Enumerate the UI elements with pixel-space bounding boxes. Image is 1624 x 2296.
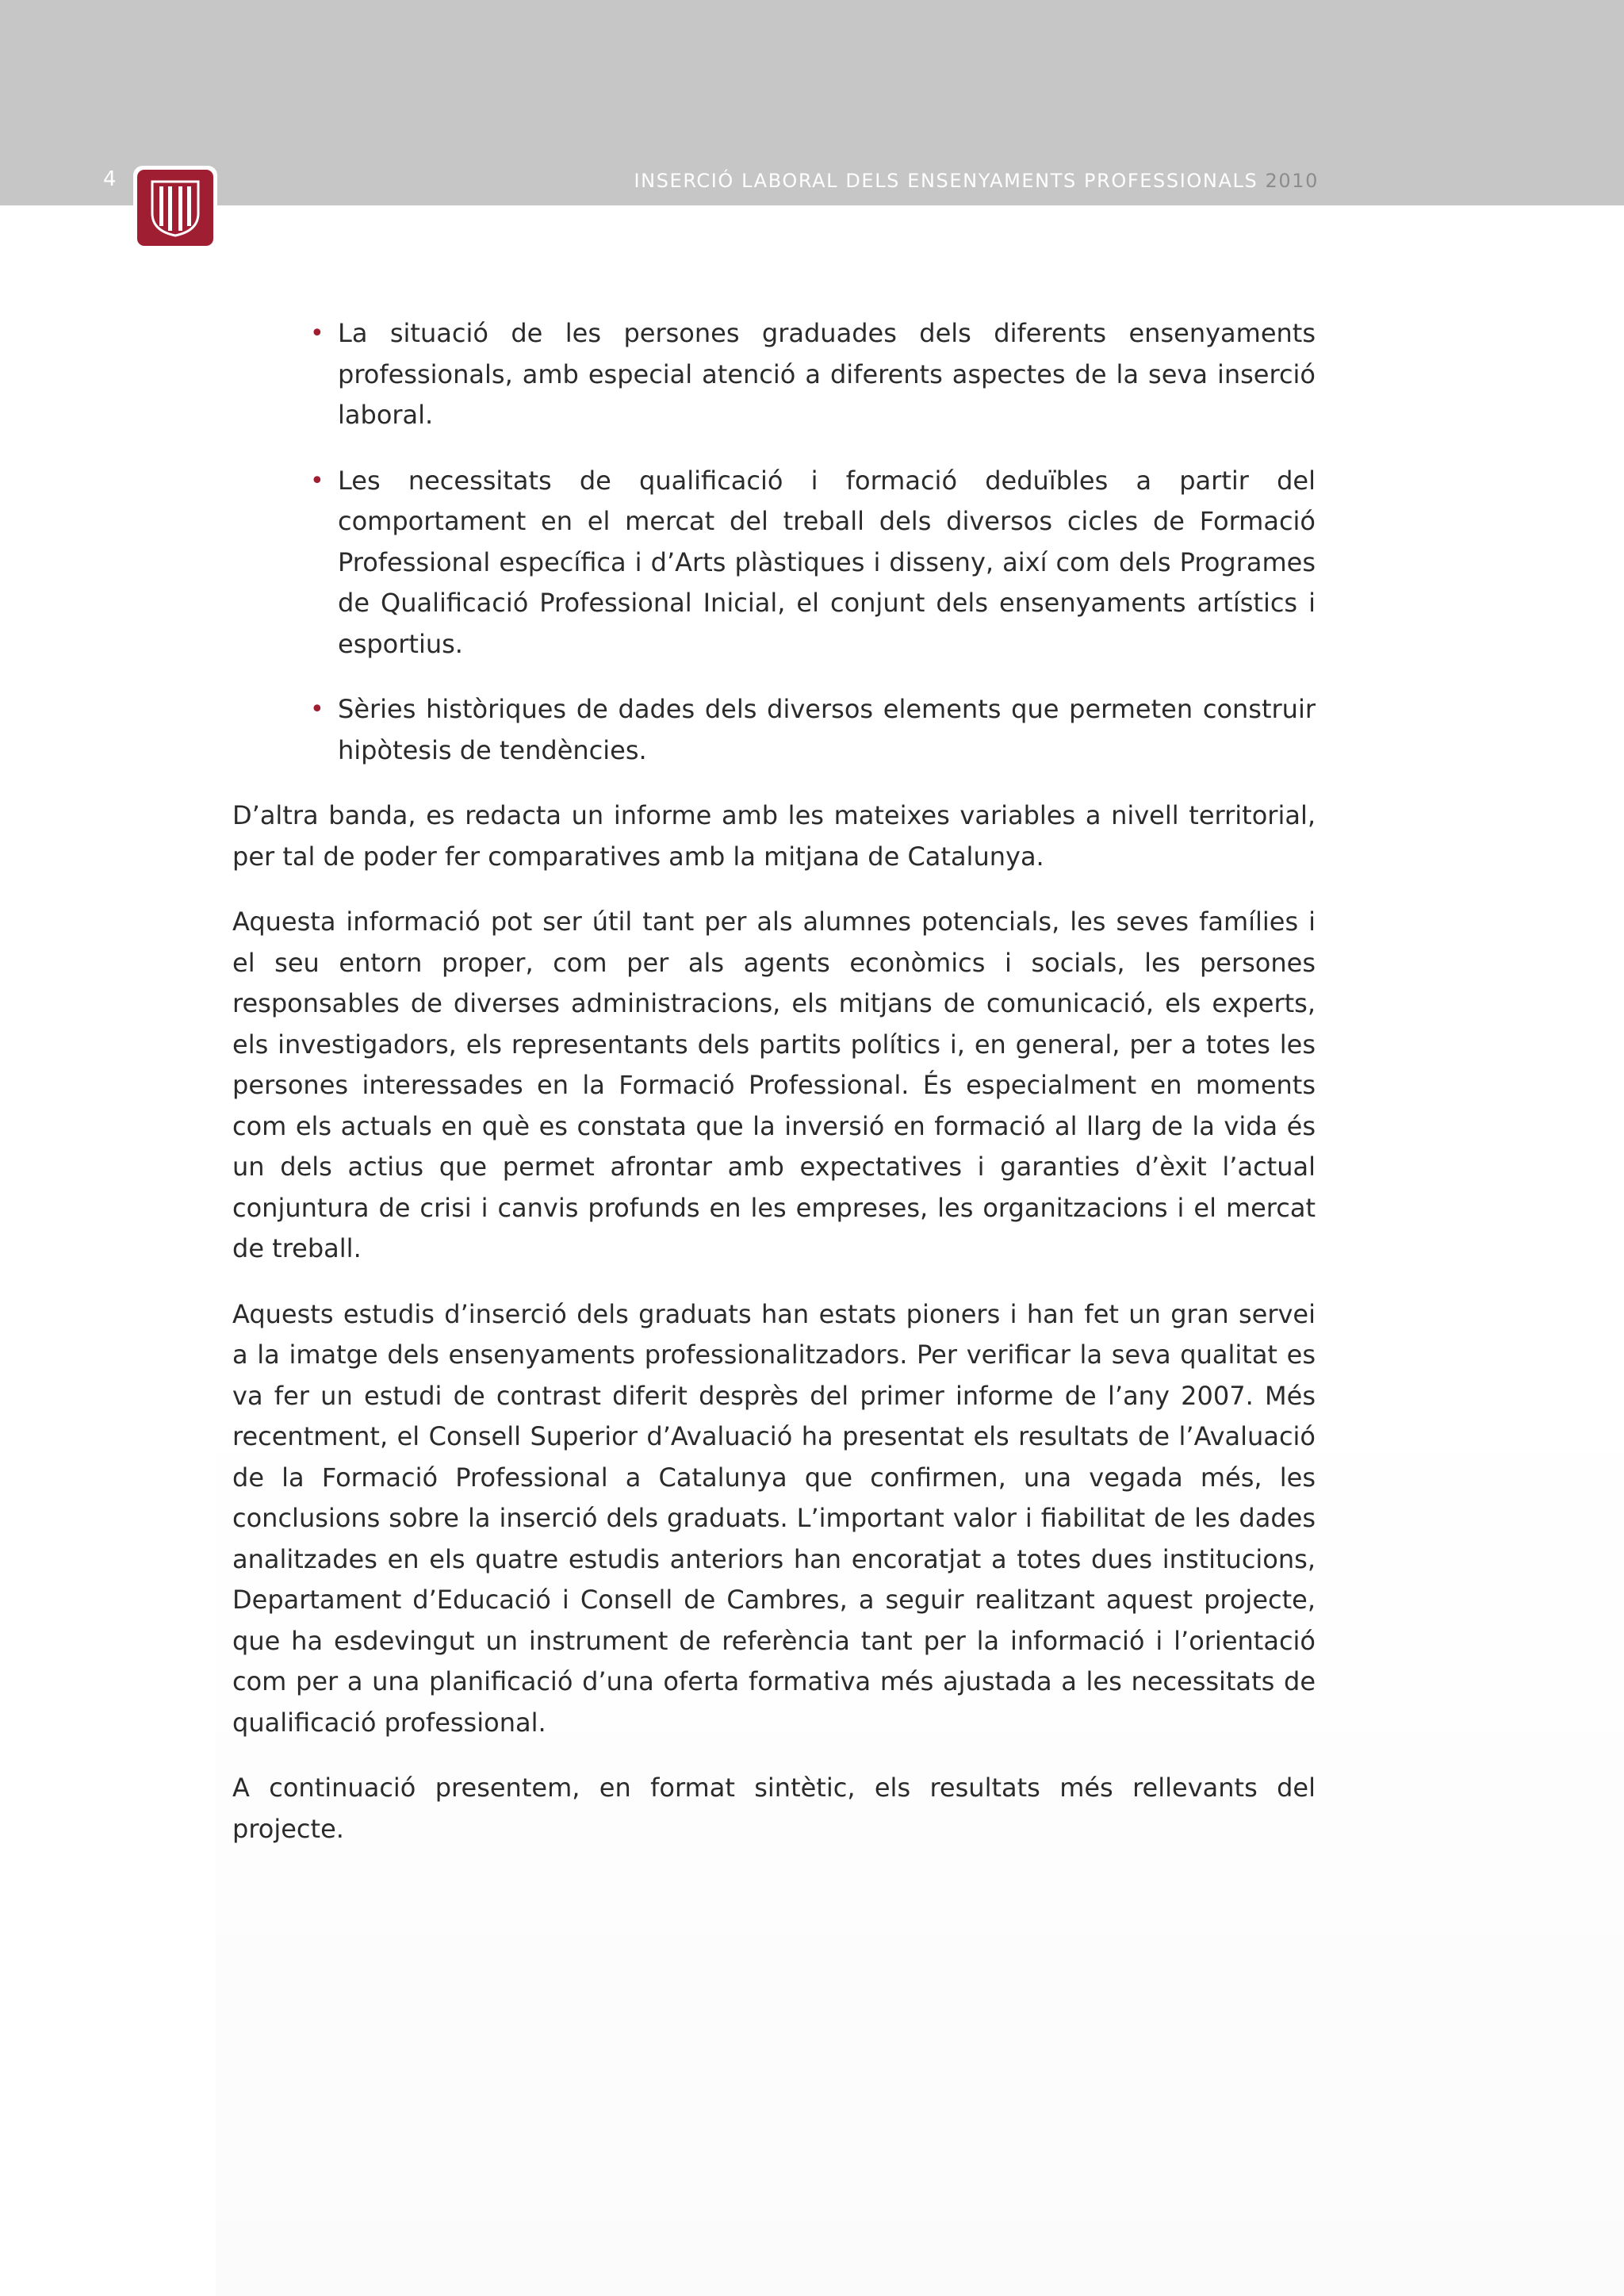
emblem-shield xyxy=(137,170,213,246)
catalan-government-emblem-icon xyxy=(133,166,217,250)
main-content xyxy=(232,313,1316,1874)
bullet-icon: • xyxy=(310,466,324,495)
four-bars-icon xyxy=(147,178,203,237)
list-item xyxy=(232,689,1316,771)
paragraph: D’altra banda, es redacta un informe amb les mateixes variables a nivell territorial, per tal de poder fer comparatives amb la mitjana de Catalunya. xyxy=(232,800,1316,872)
bullet-icon: • xyxy=(310,696,324,723)
list-item xyxy=(232,313,1316,436)
paragraph: Aquesta informació pot ser útil tant per als alumnes potencials, les seves famílies i el seu entorn proper, com per als agents econòmics i socials, les persones responsables de diverses administracions, els mitjans de comunicació, els experts, els investigadors, els representants dels partits polítics i, en general, per a totes les persones interessades en la Formació Professional. És especialment en moments com els actuals en què es constata que la inversió en formació al llarg de la vida és un dels actius que permet afrontar amb expectatives i garanties d’èxit l’actual conjuntura de crisi i canvis profunds en les empreses, les organitzacions i el mercat de treball. xyxy=(232,907,1316,1263)
bullet-text: Les necessitats de qualificació i formació deduïbles a partir del comportament en el mercat del treball dels diversos cicles de Formació Professional específica i d’Arts plàstiques i disseny, així com dels Programes de Qualificació Professional Inicial, el conjunt dels ensenyaments artístics i esportius. xyxy=(338,465,1316,659)
running-header-title: INSERCIÓ LABORAL DELS ENSENYAMENTS PROFESSIONALS xyxy=(634,170,1258,192)
bullet-text: Sèries històriques de dades dels diversos elements que permeten construir hipòtesis de tendències. xyxy=(338,694,1316,765)
left-margin xyxy=(0,205,216,2296)
bullet-icon: • xyxy=(310,320,324,347)
list-item xyxy=(232,461,1316,665)
page-number: 4 xyxy=(103,167,117,191)
running-header xyxy=(634,168,1319,194)
bullet-list xyxy=(232,313,1316,771)
paragraph: A continuació presentem, en format sintètic, els resultats més rellevants del projecte. xyxy=(232,1773,1316,1844)
paragraph: Aquests estudis d’inserció dels graduats han estats pioners i han fet un gran servei a la imatge dels ensenyaments professionalitzadors. Per verificar la seva qualitat es va fer un estudi de contrast diferit desprès del primer informe de l’any 2007. Més recentment, el Consell Superior d’Avaluació ha presentat els resultats de l’Avaluació de la Formació Professional a Catalunya que confirmen, una vegada més, les conclusions sobre la inserció dels graduats. L’important valor i fiabilitat de les dades analitzades en els quatre estudis anteriors han encoratjat a totes dues institucions, Departament d’Educació i Consell de Cambres, a seguir realitzant aquest projecte, que ha esdevingut un instrument de referència tant per la informació i l’orientació com per a una planificació d’una oferta formativa més ajustada a les necessitats de qualificació professional. xyxy=(232,1298,1316,1738)
running-header-year: 2010 xyxy=(1265,170,1319,192)
bullet-text: La situació de les persones graduades dels diferents ensenyaments professionals, amb especial atenció a diferents aspectes de la seva inserció laboral. xyxy=(338,318,1316,430)
